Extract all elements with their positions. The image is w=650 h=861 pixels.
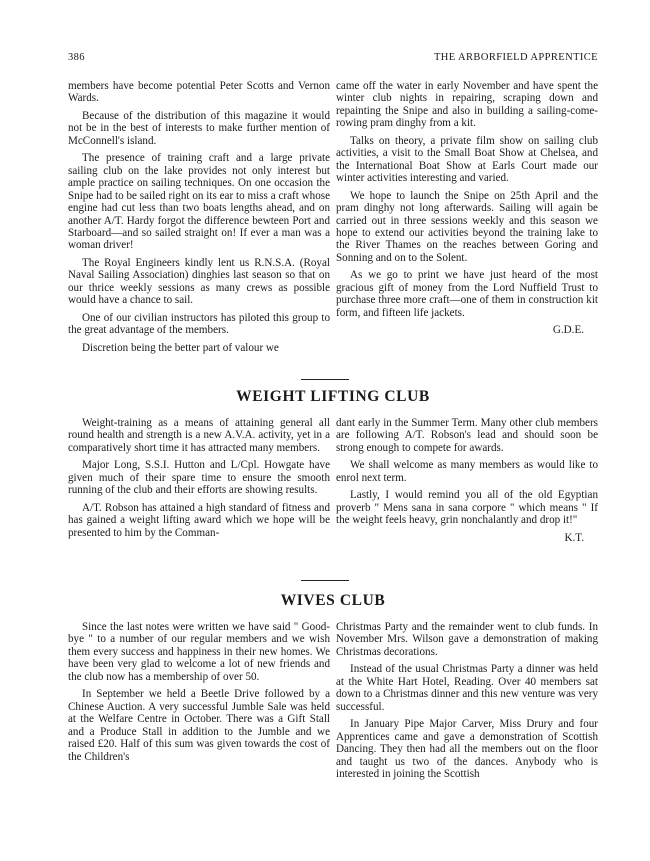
paragraph: members have become potential Peter Scotts and Vernon Wards. <box>68 80 330 105</box>
wives-club-article <box>68 621 598 785</box>
wives-right-column <box>336 621 598 785</box>
weight-lifting-article <box>68 417 598 549</box>
paragraph: In January Pipe Major Carver, Miss Drury and four Apprentices came and gave a demonstration of Scottish Dancing. They then had all the members out on the floor and taught us two of the dances. Anybody who is interested in joining the Scottish <box>336 718 598 780</box>
paragraph: The presence of training craft and a large private sailing club on the lake provides not only interest but ample practice on sailing techniques. On one occasion the Snipe had to be sailed right on its ear to miss a craft whose engine had cut less than two boats lengths ahead, and on another A/T. Hardy forgot the difference bewteen Port and Starboard—and so sailed straight on! If ever a man was a woman driver! <box>68 152 330 252</box>
author-signature: K.T. <box>564 531 584 544</box>
wives-left-column <box>68 621 330 785</box>
section-heading: WIVES CLUB <box>280 592 386 609</box>
paragraph: We hope to launch the Snipe on 25th April and the pram dinghy not long afterwards. Sailing will again be carried out in three sessions weekly and this season we hope to extend our activities beyond the training lake to the River Thames on the reaches between Goring and Sonning and on to the Solent. <box>336 189 598 264</box>
paragraph: Because of the distribution of this magazine it would not be in the best of interests to make further mention of McConnell's island. <box>68 109 330 147</box>
paragraph: Instead of the usual Christmas Party a dinner was held at the White Hart Hotel, Reading. Over 40 members sat down to a Christmas dinner and this new venture was very successful. <box>336 663 598 713</box>
section-divider <box>301 580 349 581</box>
sailing-club-article <box>68 80 598 359</box>
paragraph: In September we held a Beetle Drive followed by a Chinese Auction. A very successful Jumble Sale was held at the Welfare Centre in October. There was a Gift Stall and a Produce Stall in addition to the Jumble and we raised £20. Half of this sum was given towards the cost of the Children's <box>68 688 330 763</box>
paragraph: Major Long, S.S.I. Hutton and L/Cpl. Howgate have given much of their spare time to ensure the smooth running of the club and their efforts are showing results. <box>68 459 330 497</box>
paragraph: Christmas Party and the remainder went to club funds. In November Mrs. Wilson gave a demonstration of making Christmas decorations. <box>336 621 598 658</box>
weight-lifting-left-column <box>68 417 330 549</box>
paragraph: Lastly, I would remind you all of the old Egyptian proverb " Mens sana in sana corpore " which means " If the weight feels heavy, grin nonchalantly and drop it!" <box>336 489 598 527</box>
paragraph: One of our civilian instructors has piloted this group to the great advantage of the members. <box>68 311 330 337</box>
paragraph: came off the water in early November and have spent the winter club nights in repairing, scraping down and repainting the Snipe and also in building a sailing-come-rowing pram dinghy from a kit. <box>336 80 598 130</box>
paragraph: Talks on theory, a private film show on sailing club activities, a visit to the Small Boat Show at Chelsea, and the International Boat Show at Earls Court made our winter activities interesting and varied. <box>336 134 598 185</box>
paragraph: A/T. Robson has attained a high standard of fitness and has gained a weight lifting award which we hope will be presented to him by the Comman- <box>68 501 330 539</box>
sailing-left-column <box>68 80 330 359</box>
section-heading: WEIGHT LIFTING CLUB <box>236 388 430 405</box>
sailing-right-column <box>336 80 598 359</box>
paragraph: As we go to print we have just heard of the most gracious gift of money from the Lord Nuffield Trust to purchase three more craft—one of them in construction kit form, and fifteen life jackets. <box>336 269 598 319</box>
page-number: 386 <box>68 52 85 63</box>
author-signature: G.D.E. <box>552 324 584 337</box>
paragraph: Discretion being the better part of valour we <box>82 341 279 354</box>
paragraph: We shall welcome as many members as would like to enrol next term. <box>336 459 598 484</box>
section-divider <box>301 379 349 380</box>
running-head <box>68 52 598 66</box>
weight-lifting-right-column <box>336 417 598 549</box>
paragraph: dant early in the Summer Term. Many other club members are following A/T. Robson's lead and should soon be strong enough to compete for awards. <box>336 417 598 454</box>
paragraph: The Royal Engineers kindly lent us R.N.S.A. (Royal Naval Sailing Association) dinghies last season so that on our thrice weekly sessions as many crews as possible would have a chance to sail. <box>68 256 330 307</box>
paragraph: Since the last notes were written we have said " Good-bye " to a number of our regular members and we wish them every success and happiness in their new homes. We have been very glad to welcome a lot of new friends and the club now has a membership of over 50. <box>68 621 330 683</box>
journal-title: THE ARBORFIELD APPRENTICE <box>433 52 598 63</box>
paragraph: Weight-training as a means of attaining general all round health and strength is a new A.V.A. activity, yet in a comparatively short time it has attracted many members. <box>68 417 330 454</box>
